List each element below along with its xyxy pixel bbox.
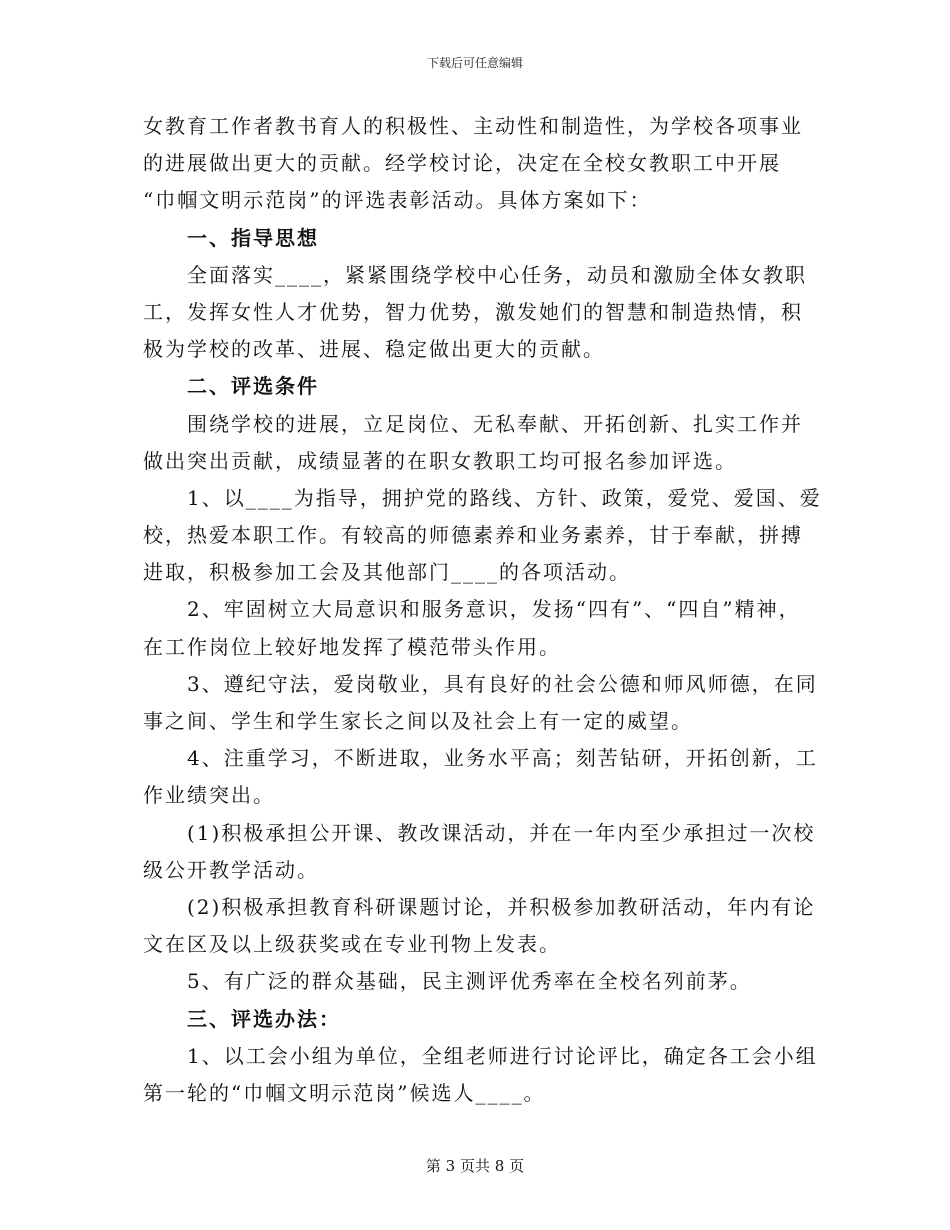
paragraph-line: 5、有广泛的群众基础，民主测评优秀率在全校名列前茅。 <box>187 969 752 994</box>
paragraph-line: (2)积极承担教育科研课题讨论，并积极参加教研活动，年内有论 <box>187 894 816 919</box>
paragraph-line: 的进展做出更大的贡献。经学校讨论，决定在全校女教职工中开展 <box>143 151 781 176</box>
paragraph-line: 极为学校的改革、进展、稳定做出更大的贡献。 <box>143 337 605 362</box>
paragraph-line: 文在区及以上级获奖或在专业刊物上发表。 <box>143 932 561 957</box>
paragraph-line: 作业绩突出。 <box>143 783 275 808</box>
paragraph-line: 1、以____为指导，拥护党的路线、方针、政策，爱党、爱国、爱 <box>187 485 822 510</box>
paragraph-line: 事之间、学生和学生家长之间以及社会上有一定的威望。 <box>143 709 693 733</box>
document-body <box>143 108 822 1112</box>
page-footer: 第 3 页共 8 页 <box>425 1157 525 1175</box>
paragraph-line: 在工作岗位上较好地发挥了模范带头作用。 <box>143 634 561 659</box>
paragraph-line: 围绕学校的进展，立足岗位、无私奉献、开拓创新、扎实工作并 <box>187 411 803 436</box>
paragraph-line: 全面落实____，紧紧围绕学校中心任务，动员和激励全体女教职 <box>187 262 807 287</box>
paragraph-line: 第一轮的“巾帼文明示范岗”候选人____。 <box>143 1080 546 1105</box>
section-heading: 一、指导思想 <box>187 225 319 250</box>
paragraph-line: “巾帼文明示范岗”的评选表彰活动。具体方案如下： <box>143 188 652 213</box>
paragraph-line: (1)积极承担公开课、教改课活动，并在一年内至少承担过一次校 <box>187 820 816 845</box>
paragraph-line: 级公开教学活动。 <box>143 857 319 882</box>
paragraph-line: 3、遵纪守法，爱岗敬业，具有良好的社会公德和师风师德，在同 <box>187 671 818 696</box>
section-heading: 三、评选办法： <box>187 1006 341 1031</box>
paragraph-line: 女教育工作者教书育人的积极性、主动性和制造性，为学校各项事业 <box>143 114 803 138</box>
paragraph-line: 校，热爱本职工作。有较高的师德素养和业务素养，甘于奉献，拼搏 <box>143 523 803 548</box>
paragraph-line: 工，发挥女性人才优势，智力优势，激发她们的智慧和制造热情，积 <box>143 299 803 324</box>
paragraph-line: 2、牢固树立大局意识和服务意识，发扬“四有”、“四自”精神， <box>187 597 801 622</box>
paragraph-line: 做出突出贡献，成绩显著的在职女教职工均可报名参加评选。 <box>143 448 737 473</box>
paragraph-line: 进取，积极参加工会及其他部门____的各项活动。 <box>143 560 631 585</box>
section-heading: 二、评选条件 <box>187 374 319 399</box>
paragraph-line: 4、注重学习，不断进取，业务水平高；刻苦钻研，开拓创新，工 <box>187 746 818 771</box>
page-header: 下载后可任意编辑 <box>426 56 523 70</box>
paragraph-line: 1、以工会小组为单位，全组老师进行讨论评比，确定各工会小组 <box>187 1043 818 1068</box>
